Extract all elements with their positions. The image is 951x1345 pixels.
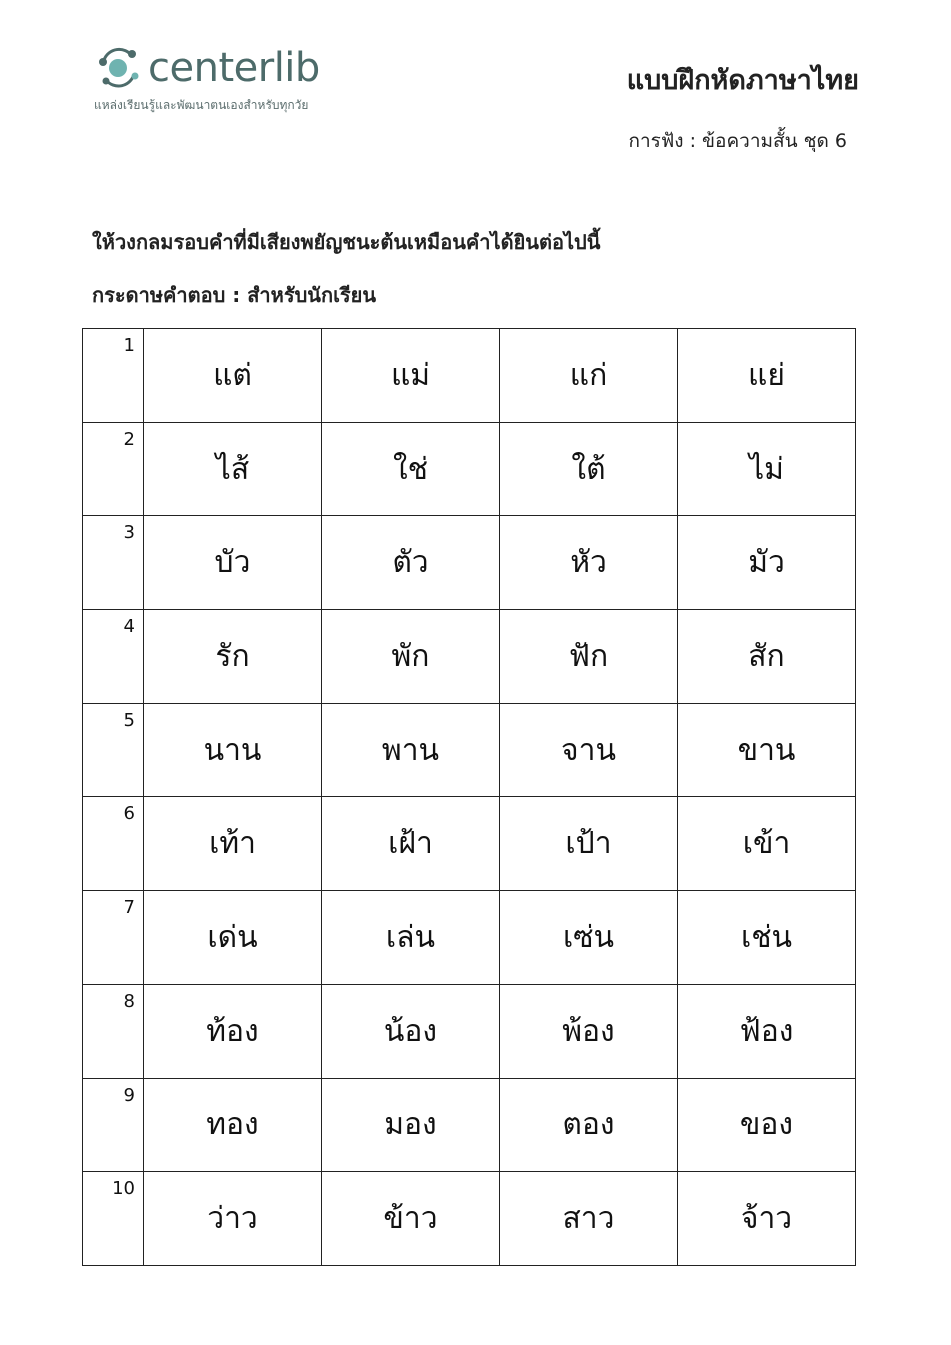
table-row [83, 797, 856, 891]
word-choice[interactable]: มอง [322, 1078, 500, 1172]
word-choice[interactable]: ข้าว [322, 1172, 500, 1266]
word-choice[interactable]: จาน [500, 703, 678, 797]
word-choice[interactable]: เข้า [678, 797, 856, 891]
table-row [83, 703, 856, 797]
word-choice[interactable]: ของ [678, 1078, 856, 1172]
row-number: 4 [83, 610, 144, 704]
answer-sheet-label: กระดาษคำตอบ : สำหรับนักเรียน [92, 283, 377, 307]
word-choice[interactable]: เป้า [500, 797, 678, 891]
table-row [83, 891, 856, 985]
word-choice[interactable]: เช่น [678, 891, 856, 985]
logo-tagline: แหล่งเรียนรู้และพัฒนาตนเองสำหรับทุกวัย [94, 98, 309, 112]
row-number: 9 [83, 1078, 144, 1172]
word-choice[interactable]: เซ่น [500, 891, 678, 985]
table-row [83, 422, 856, 516]
word-choice[interactable]: บัว [144, 516, 322, 610]
table-row [83, 516, 856, 610]
row-number: 2 [83, 422, 144, 516]
page-title: แบบฝึกหัดภาษาไทย [626, 65, 859, 96]
word-choice[interactable]: แม่ [322, 329, 500, 423]
word-choice[interactable]: ไส้ [144, 422, 322, 516]
word-choice[interactable]: แย่ [678, 329, 856, 423]
row-number: 3 [83, 516, 144, 610]
word-choice[interactable]: ท้อง [144, 984, 322, 1078]
word-choice[interactable]: แก่ [500, 329, 678, 423]
table-row [83, 610, 856, 704]
word-choice[interactable]: ฟัก [500, 610, 678, 704]
word-choice[interactable]: หัว [500, 516, 678, 610]
word-choice[interactable]: ใต้ [500, 422, 678, 516]
row-number: 10 [83, 1172, 144, 1266]
table-row [83, 984, 856, 1078]
word-choice[interactable]: จ้าว [678, 1172, 856, 1266]
word-choice[interactable]: ว่าว [144, 1172, 322, 1266]
word-choice[interactable]: ตอง [500, 1078, 678, 1172]
logo-mark-icon [92, 40, 144, 92]
word-choice[interactable]: เด่น [144, 891, 322, 985]
word-choice[interactable]: ฟ้อง [678, 984, 856, 1078]
table-row [83, 329, 856, 423]
row-number: 6 [83, 797, 144, 891]
row-number: 5 [83, 703, 144, 797]
page-subtitle: การฟัง : ข้อความสั้น ชุด 6 [628, 130, 847, 152]
row-number: 1 [83, 329, 144, 423]
word-choice[interactable]: น้อง [322, 984, 500, 1078]
word-choice[interactable]: เฝ้า [322, 797, 500, 891]
word-choice[interactable]: ทอง [144, 1078, 322, 1172]
word-choice[interactable]: พาน [322, 703, 500, 797]
answer-grid [82, 328, 856, 1266]
word-choice[interactable]: รัก [144, 610, 322, 704]
word-choice[interactable]: ตัว [322, 516, 500, 610]
row-number: 8 [83, 984, 144, 1078]
word-choice[interactable]: มัว [678, 516, 856, 610]
word-choice[interactable]: ใช่ [322, 422, 500, 516]
word-choice[interactable]: ไม่ [678, 422, 856, 516]
word-choice[interactable]: ขาน [678, 703, 856, 797]
word-choice[interactable]: สัก [678, 610, 856, 704]
word-choice[interactable]: เล่น [322, 891, 500, 985]
logo-brand: centerlib [148, 45, 320, 91]
word-choice[interactable]: นาน [144, 703, 322, 797]
word-choice[interactable]: แต่ [144, 329, 322, 423]
word-choice[interactable]: เท้า [144, 797, 322, 891]
table-row [83, 1078, 856, 1172]
instruction-text: ให้วงกลมรอบคำที่มีเสียงพยัญชนะต้นเหมือนคำได้ยินต่อไปนี้ [92, 230, 601, 254]
row-number: 7 [83, 891, 144, 985]
centerlib-logo [92, 40, 352, 120]
word-choice[interactable]: สาว [500, 1172, 678, 1266]
table-row [83, 1172, 856, 1266]
word-choice[interactable]: พ้อง [500, 984, 678, 1078]
word-choice[interactable]: พัก [322, 610, 500, 704]
